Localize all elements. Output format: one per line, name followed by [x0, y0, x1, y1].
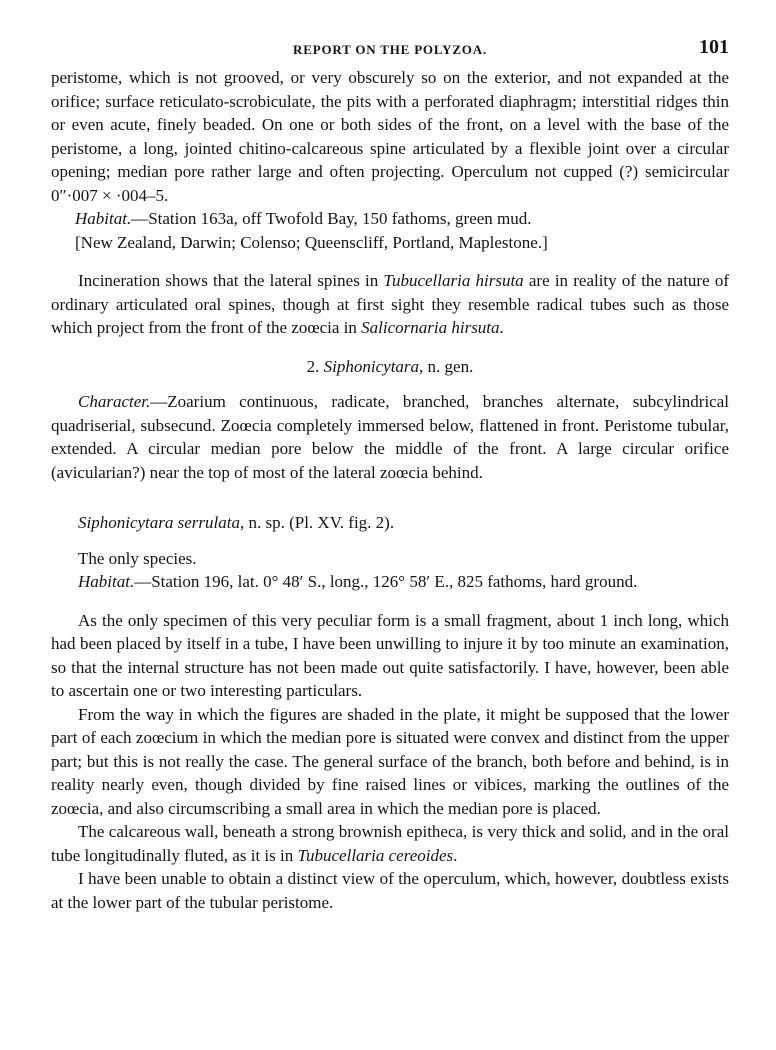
- habitat-2: [51, 570, 729, 594]
- text-run: .: [453, 845, 458, 865]
- habitat-label: Habitat.: [78, 572, 135, 591]
- paragraph-figures: From the way in which the figures are shaded in the plate, it might be supposed that the lower part of each zoœcium in which the median pore is situated were convex and distinct from the upper part; but this is not really the case. The general surface of the branch, both before and behind, is in reality nearly even, though divided by fine raised lines or vibices, marking the outlines of the zoœcia, and also circumscribing a small area in which the median pore is placed.: [51, 704, 729, 818]
- habitat-label: Habitat.: [75, 209, 132, 228]
- running-head: REPORT ON THE POLYZOA.: [293, 42, 487, 57]
- heading-number: 2.: [306, 356, 324, 376]
- habitat-text: —Station 163a, off Twofold Bay, 150 fathoms, green mud.: [131, 209, 532, 228]
- habitat-1: [51, 207, 729, 231]
- species-heading: [51, 511, 729, 535]
- localities: [New Zealand, Darwin; Colenso; Queenscliff, Portland, Maplestone.]: [75, 232, 548, 252]
- description-continued: peristome, which is not grooved, or very obscurely so on the exterior, and not expanded at the orifice; surface reticulato-scrobiculate, the pits with a perforated diaphragm; interstitial ridges thin or even acute, finely beaded. On one or both sides of the front, on a level with the base of the peristome, a long, jointed chitino-calcareous spine articulated by a flexible joint over a circular opening; median pore rather large and often projecting. Operculum not cupped (?) semicircular 0″·007 × ·004–5.: [51, 68, 729, 205]
- taxon-name: Salicornaria hirsuta: [361, 318, 500, 337]
- species-suffix: , n. sp. (Pl. XV. fig. 2).: [239, 513, 395, 532]
- character-label: Character.: [78, 392, 151, 411]
- habitat-text: —Station 196, lat. 0° 48′ S., long., 126° 58′ E., 825 fathoms, hard ground.: [134, 572, 638, 591]
- paragraph-operculum: I have been unable to obtain a distinct view of the operculum, which, however, doubtless exists at the lower part of the tubular peristome.: [51, 869, 729, 912]
- page-header: [51, 36, 729, 66]
- species-name: Siphonicytara serrulata: [78, 513, 240, 532]
- paragraph-calcareous-wall: [51, 820, 729, 867]
- text-run: are in reality of the nature of ordinary articulated oral spines, though at first sight they resemble radical tubes such as those which project from the front of the zoœcia in: [51, 271, 729, 337]
- genus-name: Siphonicytara: [323, 356, 420, 376]
- text-run: The calcareous wall, beneath a strong brownish epitheca, is very thick and solid, and in the oral tube longitudinally fluted, as it is in: [51, 822, 729, 865]
- heading-suffix: , n. gen.: [419, 356, 474, 376]
- text-run: .: [499, 318, 504, 337]
- genus-heading: [51, 355, 729, 379]
- page: [51, 36, 729, 914]
- taxon-name: Tubucellaria hirsuta: [383, 271, 524, 290]
- genus-character: [51, 390, 729, 484]
- character-text: —Zoarium continuous, radicate, branched, branches alternate, subcylindrical quadriserial, subsecund. Zoœcia completely immersed below, flattened in front. Peristome tubular, extended. A circular median pore below the middle of the front. A large circular orifice (avicularian?) near the top of most of the lateral zoœcia behind.: [51, 392, 729, 482]
- paragraph-incineration: [51, 269, 729, 340]
- text-run: Incineration shows that the lateral spines in: [78, 271, 384, 290]
- paragraph-specimen: As the only specimen of this very peculiar form is a small fragment, about 1 inch long, which had been placed by itself in a tube, I have been unwilling to injure it by too minute an examination, so that the internal structure has not been made out quite satisfactorily. I have, however, been able to ascertain one or two interesting particulars.: [51, 610, 729, 700]
- only-species: The only species.: [78, 548, 197, 568]
- taxon-name: Tubucellaria cereoides: [297, 845, 454, 865]
- page-number: 101: [699, 36, 729, 58]
